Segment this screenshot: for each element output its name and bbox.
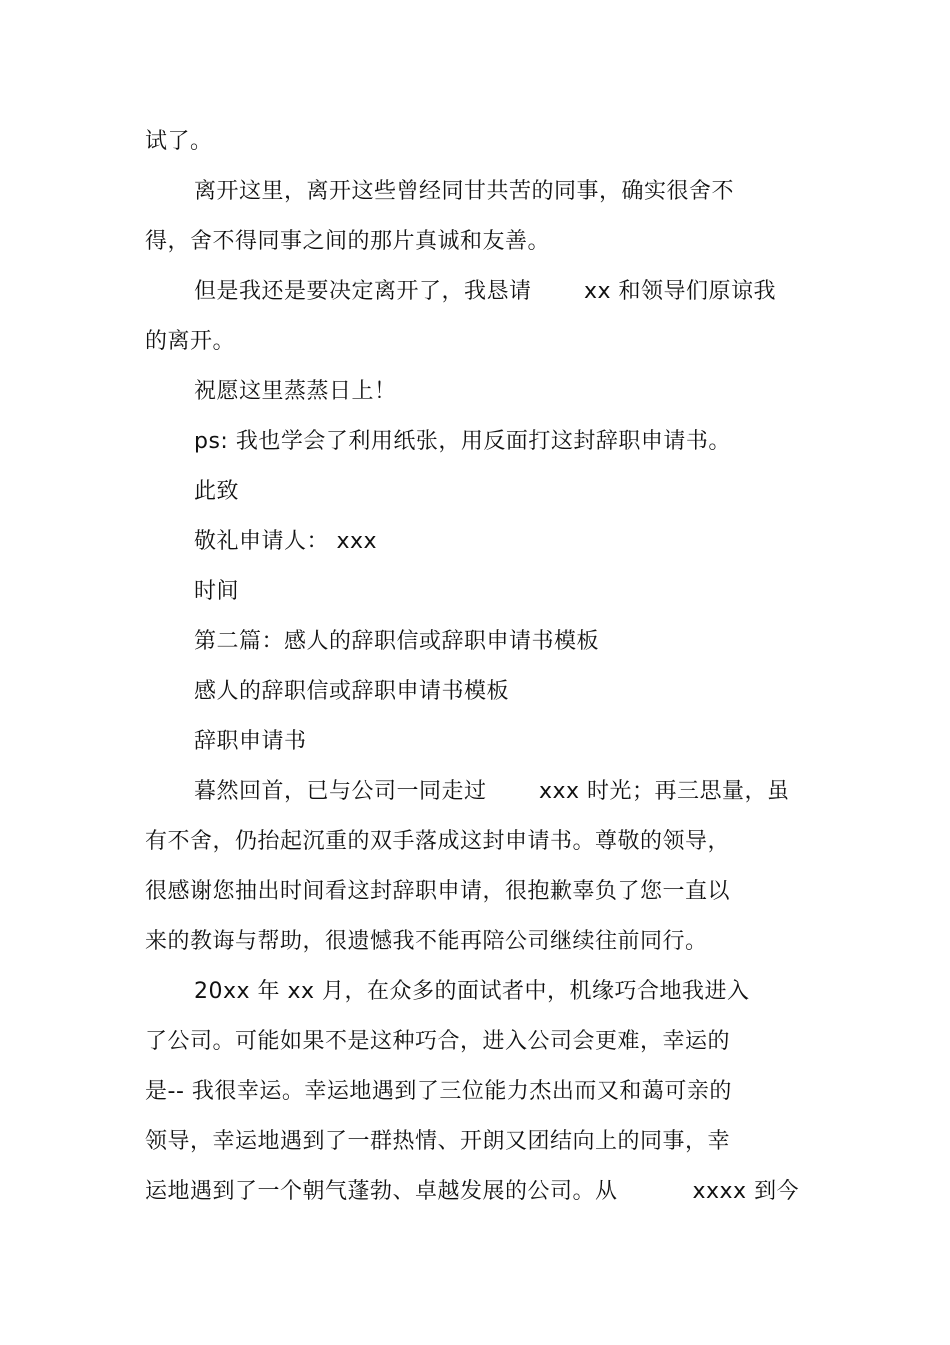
text-line: 20xx 年 xx 月，在众多的面试者中，机缘巧合地我进入 [194,979,750,1004]
document-subtitle: 辞职申请书 [194,729,307,754]
text-line: 了公司。可能如果不是这种巧合，进入公司会更难，幸运的 [145,1029,731,1054]
text-line: 祝愿这里蒸蒸日上！ [194,379,397,404]
text-line: 来的教诲与帮助，很遗憾我不能再陪公司继续往前同行。 [145,929,708,954]
text-line: 此致 [194,479,240,504]
text-line: 运地遇到了一个朝气蓬勃、卓越发展的公司。从 xxxx 到今 [145,1179,800,1204]
text-line: 领导，幸运地遇到了一群热情、开朗又团结向上的同事，幸 [145,1129,731,1154]
text-line: 敬礼申请人： xxx [194,529,378,554]
text-line: 得，舍不得同事之间的那片真诚和友善。 [145,229,551,254]
section-heading: 第二篇：感人的辞职信或辞职申请书模板 [194,629,600,654]
text-line: 的离开。 [145,329,236,354]
text-line: 但是我还是要决定离开了，我恳请 xx 和领导们原谅我 [194,279,777,304]
text-line: 有不舍，仍抬起沉重的双手落成这封申请书。尊敬的领导， [145,829,731,854]
text-line: 暮然回首，已与公司一同走过 xxx 时光；再三思量，虽 [194,779,790,804]
document-title: 感人的辞职信或辞职申请书模板 [194,679,510,704]
text-line: 很感谢您抽出时间看这封辞职申请，很抱歉辜负了您一直以 [145,879,731,904]
text-line: 时间 [194,579,240,604]
text-line: ps: 我也学会了利用纸张，用反面打这封辞职申请书。 [194,429,731,454]
text-line: 试了。 [145,129,213,154]
text-line: 离开这里，离开这些曾经同甘共苦的同事，确实很舍不 [194,179,735,204]
text-line: 是-- 我很幸运。幸运地遇到了三位能力杰出而又和蔼可亲的 [145,1079,732,1104]
